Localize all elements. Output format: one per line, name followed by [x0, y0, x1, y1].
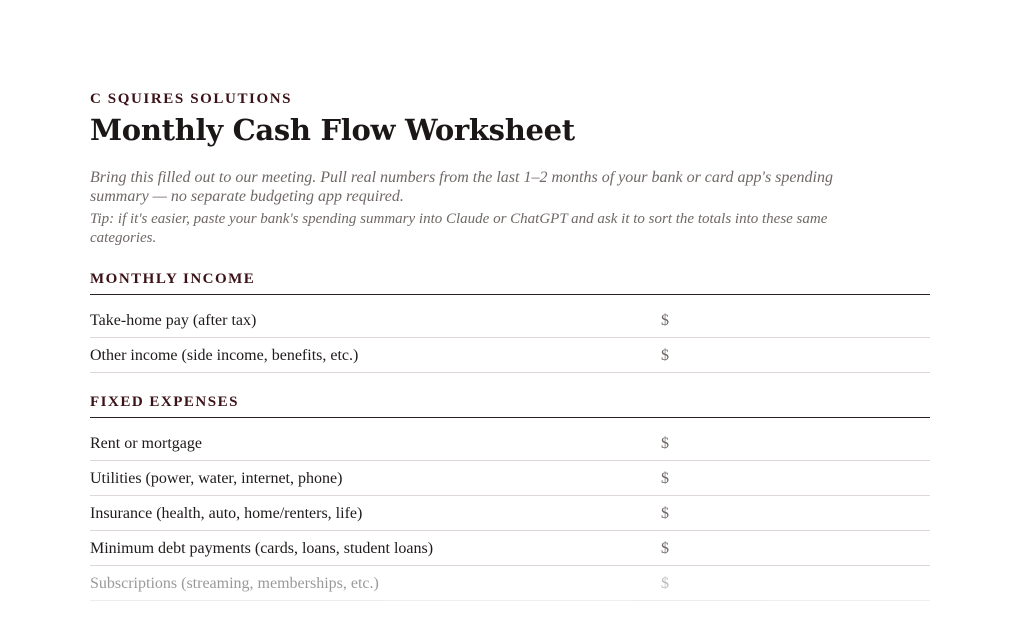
row-label: Insurance (health, auto, home/renters, life)	[90, 505, 363, 522]
section-monthly-income	[90, 270, 930, 373]
fixed-expense-rows	[90, 426, 930, 601]
section-fixed-expenses	[90, 393, 930, 601]
row-label: Utilities (power, water, internet, phone)	[90, 470, 343, 487]
dollar-sign: $	[661, 312, 669, 329]
dollar-sign: $	[661, 435, 669, 452]
income-row-other-income	[90, 338, 930, 373]
dollar-sign: $	[661, 540, 669, 557]
fixed-row-insurance	[90, 496, 930, 531]
dollar-sign: $	[661, 347, 669, 364]
section-heading-income: MONTHLY INCOME	[90, 270, 930, 295]
fixed-row-minimum-debt	[90, 531, 930, 566]
dollar-sign: $	[661, 470, 669, 487]
row-label: Take-home pay (after tax)	[90, 312, 257, 329]
page-title: Monthly Cash Flow Worksheet	[90, 113, 575, 147]
tip-text: Tip: if it's easier, paste your bank's spending summary into Claude or ChatGPT and ask it to sort the totals into these same categories.	[90, 211, 828, 246]
dollar-sign: $	[661, 505, 669, 522]
worksheet-page	[90, 90, 930, 601]
fixed-row-utilities	[90, 461, 930, 496]
take-home-pay-amount-input[interactable]	[678, 307, 932, 335]
rent-amount-input[interactable]	[678, 430, 932, 458]
debt-payments-amount-input[interactable]	[678, 535, 932, 563]
row-label: Rent or mortgage	[90, 435, 202, 452]
fixed-row-subscriptions	[90, 566, 930, 601]
section-heading-fixed: FIXED EXPENSES	[90, 393, 930, 418]
fixed-row-rent-mortgage	[90, 426, 930, 461]
brand-name: C SQUIRES SOLUTIONS	[90, 91, 293, 107]
row-label: Minimum debt payments (cards, loans, student loans)	[90, 540, 434, 557]
insurance-amount-input[interactable]	[678, 500, 932, 528]
other-income-amount-input[interactable]	[678, 342, 932, 370]
utilities-amount-input[interactable]	[678, 465, 932, 493]
subscriptions-amount-input[interactable]	[678, 570, 932, 598]
row-label: Subscriptions (streaming, memberships, etc.)	[90, 575, 379, 592]
income-row-take-home-pay	[90, 303, 930, 338]
row-label: Other income (side income, benefits, etc.)	[90, 347, 359, 364]
intro-text: Bring this filled out to our meeting. Pull real numbers from the last 1–2 months of your bank or card app's spending summary — no separate budgeting app required.	[90, 169, 833, 205]
dollar-sign: $	[661, 575, 669, 592]
income-rows	[90, 303, 930, 373]
